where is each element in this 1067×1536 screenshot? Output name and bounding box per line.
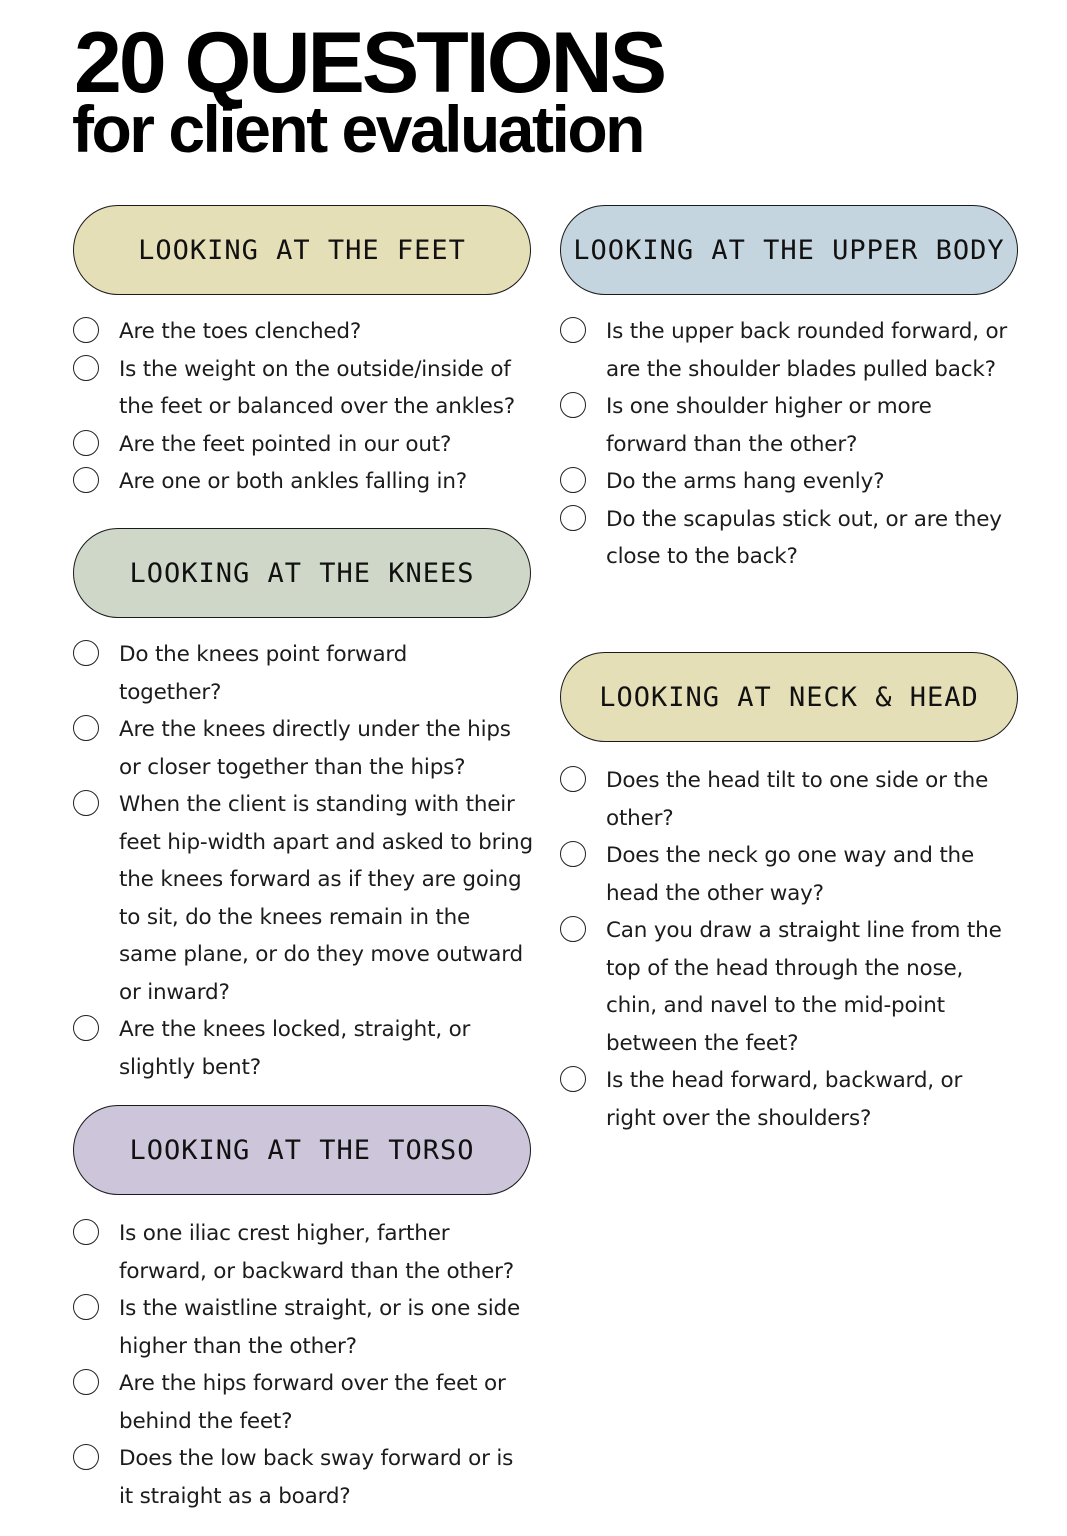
list-item: When the client is standing with their feet hip-width apart and asked to bring the knees forward as if they are going to sit, do the knees remain in the same plane, or do they move outward or inward? [73, 786, 533, 1011]
checklist-knees [73, 636, 533, 1086]
section-title: LOOKING AT THE FEET [138, 234, 466, 266]
checkbox-circle-icon[interactable] [73, 317, 99, 343]
checkbox-circle-icon[interactable] [73, 790, 99, 816]
list-item: Do the knees point forward together? [73, 636, 533, 711]
checkbox-circle-icon[interactable] [560, 392, 586, 418]
section-feet [73, 205, 533, 501]
section-torso [73, 1105, 533, 1515]
checkbox-circle-icon[interactable] [73, 640, 99, 666]
list-item: Are the knees locked, straight, or slightly bent? [73, 1011, 533, 1086]
section-header-knees [73, 528, 531, 618]
checklist-neck-head [560, 762, 1020, 1137]
section-title: LOOKING AT NECK & HEAD [599, 681, 979, 713]
checklist-torso [73, 1215, 533, 1515]
list-item: Is the waistline straight, or is one side higher than the other? [73, 1290, 533, 1365]
checkbox-circle-icon[interactable] [560, 467, 586, 493]
checkbox-circle-icon[interactable] [560, 317, 586, 343]
list-item: Can you draw a straight line from the top of the head through the nose, chin, and navel to the mid-point between the feet? [560, 912, 1020, 1062]
checkbox-circle-icon[interactable] [73, 1369, 99, 1395]
checkbox-circle-icon[interactable] [560, 916, 586, 942]
list-item: Is the weight on the outside/inside of the feet or balanced over the ankles? [73, 351, 533, 426]
checkbox-circle-icon[interactable] [560, 505, 586, 531]
checkbox-circle-icon[interactable] [560, 1066, 586, 1092]
list-item: Does the low back sway forward or is it straight as a board? [73, 1440, 533, 1515]
section-header-feet [73, 205, 531, 295]
section-upper-body [560, 205, 1020, 576]
list-item: Do the scapulas stick out, or are they close to the back? [560, 501, 1020, 576]
list-item: Does the head tilt to one side or the other? [560, 762, 1020, 837]
checkbox-circle-icon[interactable] [73, 715, 99, 741]
section-header-neck-head [560, 652, 1018, 742]
checklist-upper-body [560, 313, 1020, 576]
checkbox-circle-icon[interactable] [73, 1015, 99, 1041]
page-subtitle: for client evaluation [72, 92, 643, 166]
list-item: Is the head forward, backward, or right over the shoulders? [560, 1062, 1020, 1137]
section-title: LOOKING AT THE TORSO [129, 1134, 475, 1166]
checkbox-circle-icon[interactable] [73, 1294, 99, 1320]
section-neck-head [560, 652, 1020, 1137]
list-item: Does the neck go one way and the head the other way? [560, 837, 1020, 912]
list-item: Are the knees directly under the hips or closer together than the hips? [73, 711, 533, 786]
list-item: Are the hips forward over the feet or behind the feet? [73, 1365, 533, 1440]
section-header-torso [73, 1105, 531, 1195]
page-title: 20 QUESTIONS [74, 15, 665, 111]
checkbox-circle-icon[interactable] [73, 467, 99, 493]
checkbox-circle-icon[interactable] [560, 841, 586, 867]
checkbox-circle-icon[interactable] [560, 766, 586, 792]
section-title: LOOKING AT THE UPPER BODY [573, 234, 1005, 266]
section-header-upper-body [560, 205, 1018, 295]
checkbox-circle-icon[interactable] [73, 355, 99, 381]
checkbox-circle-icon[interactable] [73, 430, 99, 456]
list-item: Are one or both ankles falling in? [73, 463, 533, 501]
section-title: LOOKING AT THE KNEES [129, 557, 475, 589]
list-item: Is the upper back rounded forward, or are the shoulder blades pulled back? [560, 313, 1020, 388]
section-knees [73, 528, 533, 1086]
list-item: Are the toes clenched? [73, 313, 533, 351]
list-item: Is one iliac crest higher, farther forward, or backward than the other? [73, 1215, 533, 1290]
checkbox-circle-icon[interactable] [73, 1444, 99, 1470]
list-item: Are the feet pointed in our out? [73, 426, 533, 464]
list-item: Do the arms hang evenly? [560, 463, 1020, 501]
list-item: Is one shoulder higher or more forward than the other? [560, 388, 1020, 463]
checkbox-circle-icon[interactable] [73, 1219, 99, 1245]
checklist-feet [73, 313, 533, 501]
